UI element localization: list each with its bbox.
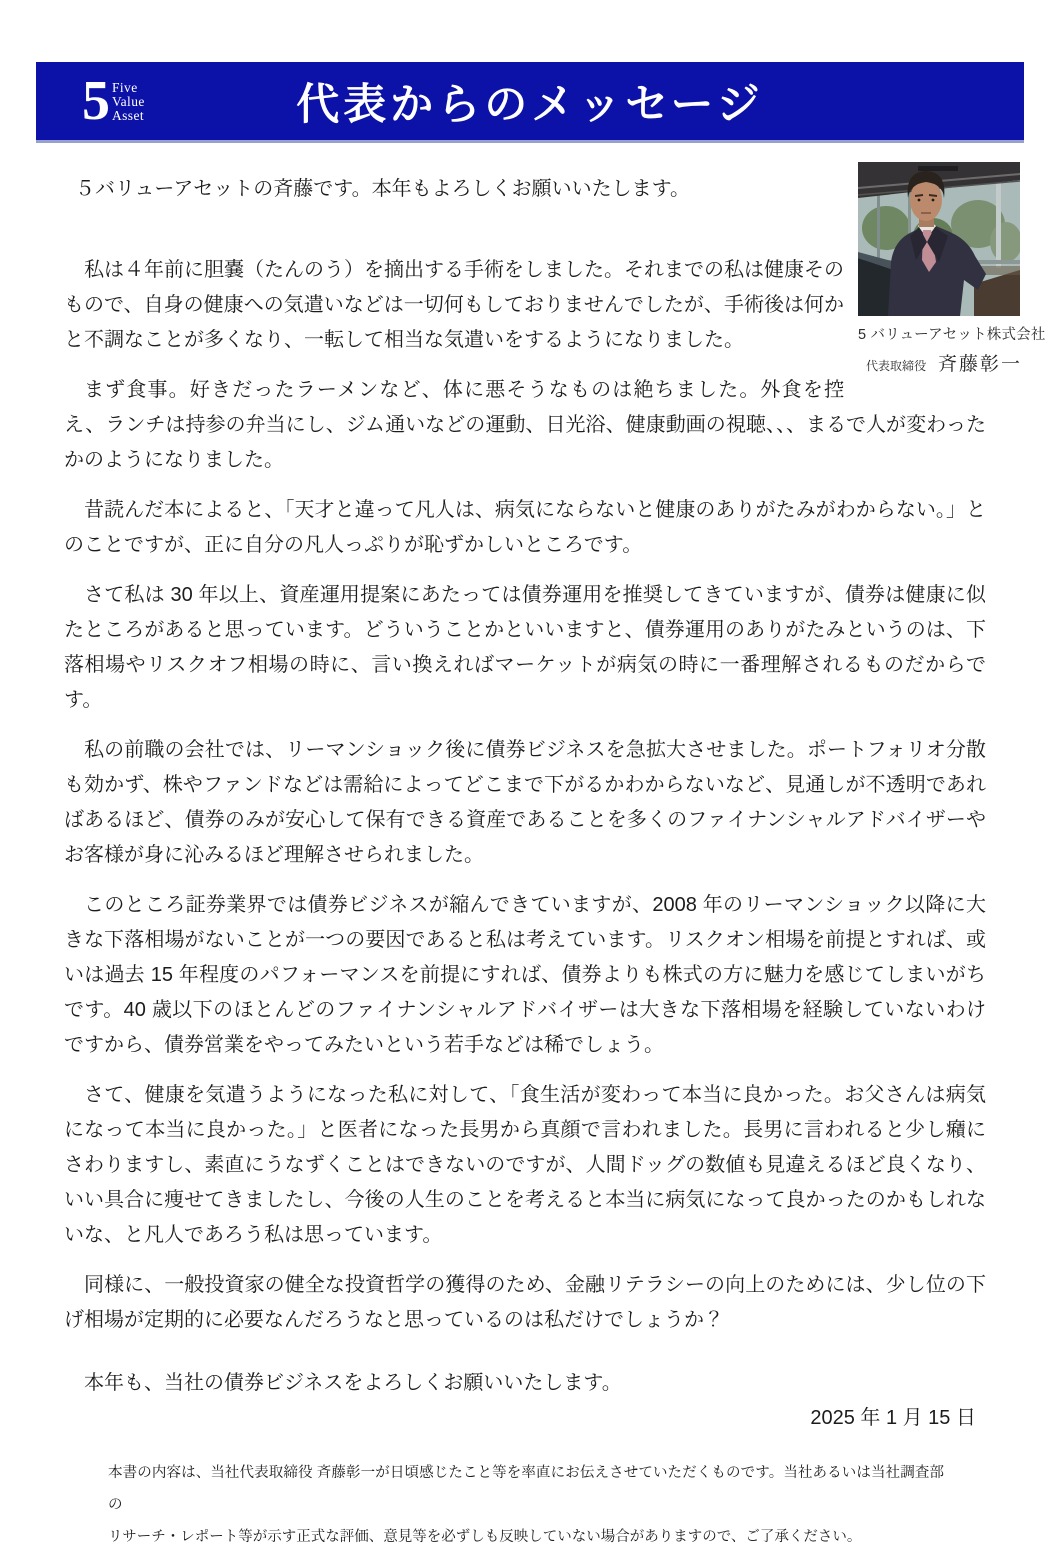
body-paragraph: 私は４年前に胆嚢（たんのう）を摘出する手術をしました。それまでの私は健康そのもので、自身の健康への気遣いなどは一切何もしておりませんでしたが、手術後は何かと不調なことが多くなり、一転して相当な気遣いをするようになりました。 (64, 259, 844, 351)
message-body (64, 172, 1046, 1553)
header-banner (36, 62, 1024, 143)
body-paragraph: 昔読んだ本によると、「天才と違って凡人は、病気にならないと健康のありがたみがわからない。」とのことですが、正に自分の凡人っぷりが恥ずかしいところです。 (64, 499, 986, 556)
photo-caption-company: 5 バリューアセット株式会社 (858, 327, 1046, 343)
body-paragraph: このところ証券業界では債券ビジネスが縮んできていますが、2008 年のリーマンショック以降に大きな下落相場がないことが一つの要因であると私は考えています。リスクオン相場を前提とすれば、或いは過去 15 年程度のパフォーマンスを前提にすれば、債券よりも株式の方に魅力を感じてしまいがちです。40 歳以下のほとんどのファイナンシャルアドバイザーは大きな下落相場を経験していないわけですから、債券営業をやってみたいという若手などは稀でしょう。 (64, 894, 986, 1056)
body-paragraph: さて私は 30 年以上、資産運用提案にあたっては債券運用を推奨してきていますが、債券は健康に似たところがあると思っています。どういうことかといいますと、債券運用のありがたみというのは、下落相場やリスクオフ相場の時に、言い換えればマーケットが病気の時に一番理解されるものだからです。 (64, 584, 986, 711)
page-title: 代表からのメッセージ (296, 80, 764, 129)
photo-caption (858, 323, 1046, 376)
logo-numeral: 5 (82, 69, 110, 132)
disclaimer (108, 1457, 944, 1553)
closing-paragraph: 本年も、当社の債券ビジネスをよろしくお願いいたします。 (84, 1372, 622, 1394)
disclaimer-line: 本書の内容は、当社代表取締役 斉藤彰一が日頃感じたこと等を率直にお伝えさせていただくものです。当社あるいは当社調査部の (108, 1465, 944, 1513)
logo-wordmark (112, 81, 145, 123)
ceo-portrait-photo (858, 162, 1020, 316)
greeting-paragraph: ５バリューアセットの斉藤です。本年もよろしくお願いいたします。 (75, 178, 690, 200)
logo-word: Five (112, 79, 138, 95)
company-logo (82, 69, 145, 132)
logo-word: Asset (112, 107, 144, 123)
body-paragraph: まず食事。好きだったラーメンなど、体に悪そうなものは絶ちました。外食を控え、ランチは持参の弁当にし、ジム通いなどの運動、日光浴、健康動画の視聴、、、まるで人が変わったかのようになりました。 (64, 379, 986, 471)
date-line: 2025 年 1 月 15 日 (810, 1407, 976, 1429)
photo-caption-role-name (858, 349, 1023, 376)
logo-word: Value (112, 93, 145, 109)
photo-caption-role: 代表取締役 (866, 359, 927, 373)
body-paragraph: 私の前職の会社では、リーマンショック後に債券ビジネスを急拡大させました。ポートフォリオ分散も効かず、株やファンドなどは需給によってどこまで下がるかわからないなど、見通しが不透明であればあるほど、債券のみが安心して保有できる資産であることを多くのファイナンシャルアドバイザーやお客様が身に沁みるほど理解させられました。 (64, 739, 986, 866)
disclaimer-line: リサーチ・レポート等が示す正式な評価、意見等を必ずしも反映していない場合がありますので、ご了承ください。 (108, 1529, 862, 1545)
body-paragraph: さて、健康を気遣うようになった私に対して、「食生活が変わって本当に良かった。お父さんは病気になって本当に良かった。」と医者になった長男から真顔で言われました。長男に言われると少し癪にさわりますし、素直にうなずくことはできないのですが、人間ドッグの数値も見違えるほど良くなり、いい具合に痩せてきましたし、今後の人生のことを考えると本当に病気になって良かったのかもしれないな、と凡人であろう私は思っています。 (64, 1084, 986, 1246)
body-paragraph: 同様に、一般投資家の健全な投資哲学の獲得のため、金融リテラシーの向上のためには、少し位の下げ相場が定期的に必要なんだろうなと思っているのは私だけでしょうか？ (64, 1274, 986, 1331)
ceo-photo-figure (858, 162, 1046, 376)
photo-caption-name: 斉藤彰一 (938, 354, 1023, 375)
